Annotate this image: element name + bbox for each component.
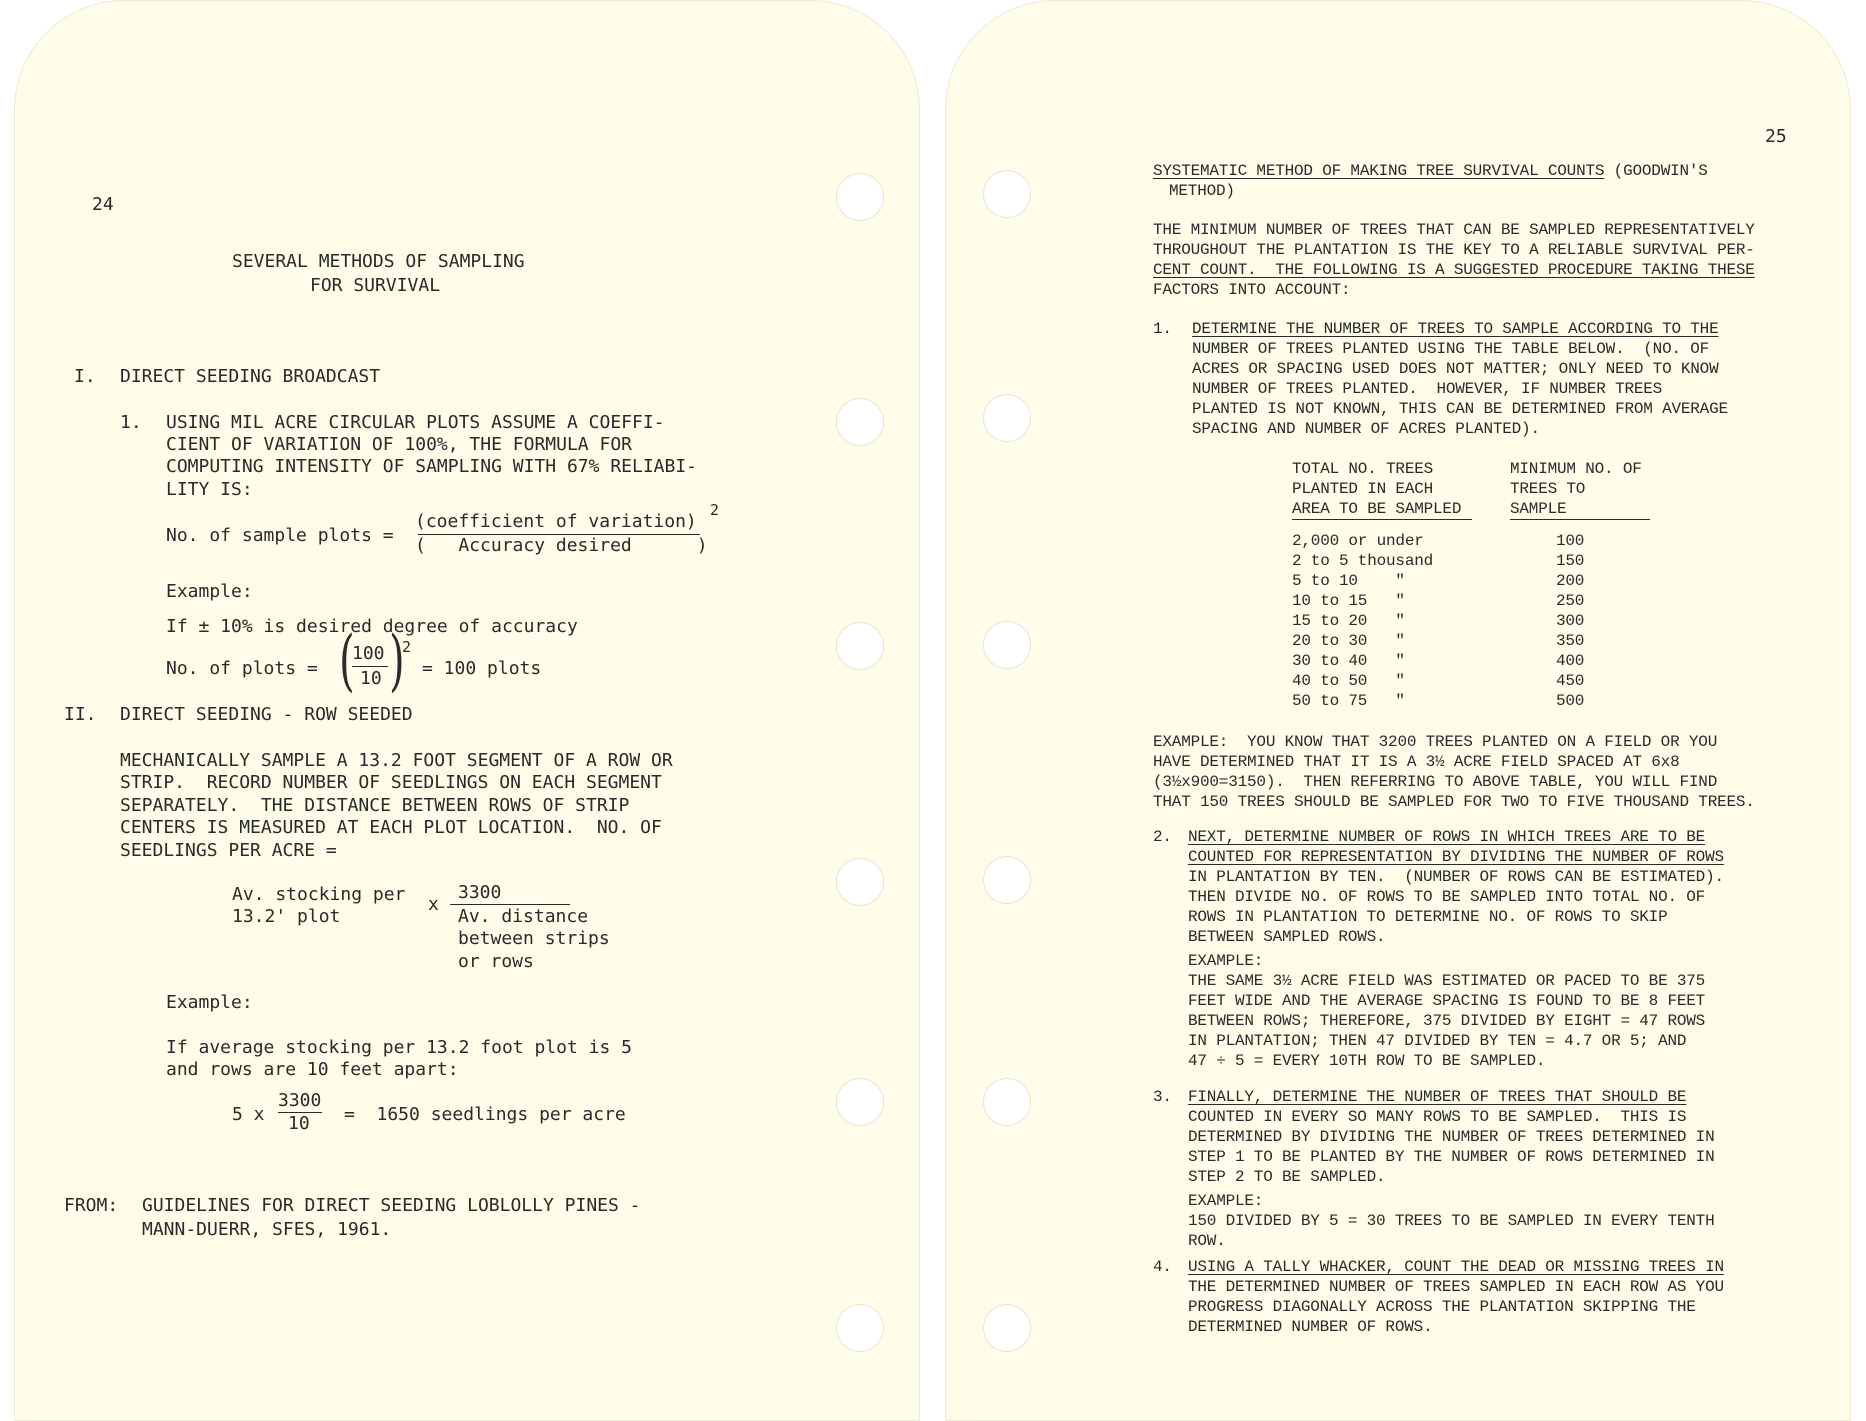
binder-hole: [983, 394, 1031, 442]
paragraph-line: CENT COUNT. THE FOLLOWING IS A SUGGESTED PROCEDURE TAKING THESE: [1153, 261, 1755, 279]
formula-numerator: 3300: [458, 882, 502, 903]
table-cell: 200: [1556, 572, 1585, 590]
paragraph-line: STRIP. RECORD NUMBER OF SEEDLINGS ON EACH SEGMENT: [120, 772, 662, 793]
heading-rest: (GOODWIN'S: [1604, 162, 1708, 180]
paragraph-line: USING A TALLY WHACKER, COUNT THE DEAD OR MISSING TREES IN: [1188, 1258, 1724, 1276]
formula-lhs: 13.2' plot: [232, 906, 341, 927]
formula-numerator: (coefficient of variation): [415, 511, 697, 532]
formula-lhs: 5 x: [232, 1104, 265, 1125]
paragraph-line: (3½x900=3150). THEN REFERRING TO ABOVE TABLE, YOU WILL FIND: [1153, 773, 1718, 791]
example-label: EXAMPLE:: [1188, 952, 1264, 970]
paragraph-line: SEPARATELY. THE DISTANCE BETWEEN ROWS OF STRIP: [120, 795, 630, 816]
paragraph-line: IN PLANTATION BY TEN. (NUMBER OF ROWS CAN BE ESTIMATED).: [1188, 868, 1724, 886]
page-title: FOR SURVIVAL: [310, 275, 441, 296]
formula-denominator: 10: [360, 668, 382, 689]
paragraph-line: FINALLY, DETERMINE THE NUMBER OF TREES THAT SHOULD BE: [1188, 1088, 1687, 1106]
fraction-bar: [352, 666, 388, 667]
example-text: If average stocking per 13.2 foot plot is 5: [166, 1037, 632, 1058]
section-heading: METHOD): [1169, 182, 1235, 200]
page-number: 24: [92, 194, 114, 215]
formula-operator: x: [428, 894, 439, 915]
source-citation: GUIDELINES FOR DIRECT SEEDING LOBLOLLY PINES -: [142, 1195, 641, 1216]
left-page: [14, 0, 920, 1421]
paragraph-line: THE DETERMINED NUMBER OF TREES SAMPLED IN EACH ROW AS YOU: [1188, 1278, 1724, 1296]
right-paren: ): [389, 622, 405, 699]
paragraph-line: NUMBER OF TREES PLANTED USING THE TABLE BELOW. (NO. OF: [1192, 340, 1710, 358]
binder-hole: [983, 856, 1031, 904]
paragraph-line: 150 DIVIDED BY 5 = 30 TREES TO BE SAMPLED IN EVERY TENTH: [1188, 1212, 1715, 1230]
formula-exponent: 2: [710, 501, 720, 519]
paragraph-line: 47 ÷ 5 = EVERY 10TH ROW TO BE SAMPLED.: [1188, 1052, 1546, 1070]
page-title: SEVERAL METHODS OF SAMPLING: [232, 251, 525, 272]
left-paren: (: [339, 622, 355, 699]
paragraph-line: STEP 2 TO BE SAMPLED.: [1188, 1168, 1386, 1186]
formula-denominator: Av. distance: [458, 906, 589, 927]
table-cell: 30 to 40 ": [1292, 652, 1405, 670]
source-label: FROM:: [64, 1195, 119, 1216]
table-header: MINIMUM NO. OF: [1510, 460, 1642, 478]
page-number: 25: [1765, 126, 1787, 147]
binder-hole: [836, 858, 884, 906]
binder-hole: [836, 398, 884, 446]
paragraph-line: FACTORS INTO ACCOUNT:: [1153, 281, 1351, 299]
section-number: I.: [74, 366, 96, 387]
binder-hole: [836, 622, 884, 670]
table-cell: 100: [1556, 532, 1585, 550]
table-cell: 300: [1556, 612, 1585, 630]
table-cell: 5 to 10 ": [1292, 572, 1405, 590]
paragraph-line: STEP 1 TO BE PLANTED BY THE NUMBER OF ROWS DETERMINED IN: [1188, 1148, 1715, 1166]
paragraph-line: USING MIL ACRE CIRCULAR PLOTS ASSUME A COEFFI-: [166, 412, 665, 433]
paragraph-line: HAVE DETERMINED THAT IT IS A 3½ ACRE FIELD SPACED AT 6x8: [1153, 753, 1680, 771]
table-cell: 15 to 20 ": [1292, 612, 1405, 630]
paragraph-line: THAT 150 TREES SHOULD BE SAMPLED FOR TWO TO FIVE THOUSAND TREES.: [1153, 793, 1755, 811]
table-header-rule: [1510, 519, 1650, 520]
paragraph-line: BETWEEN SAMPLED ROWS.: [1188, 928, 1386, 946]
heading-underlined: SYSTEMATIC METHOD OF MAKING TREE SURVIVAL COUNTS: [1153, 162, 1605, 180]
section-heading: [1153, 163, 1708, 179]
example-label: Example:: [166, 581, 253, 602]
paragraph-line: THEN DIVIDE NO. OF ROWS TO BE SAMPLED INTO TOTAL NO. OF: [1188, 888, 1706, 906]
table-header: SAMPLE: [1510, 500, 1567, 518]
formula-result: = 100 plots: [422, 658, 542, 679]
section-heading: DIRECT SEEDING BROADCAST: [120, 366, 381, 387]
paragraph-line: NUMBER OF TREES PLANTED. HOWEVER, IF NUMBER TREES: [1192, 380, 1663, 398]
binder-hole: [836, 1078, 884, 1126]
paragraph-line: BETWEEN ROWS; THEREFORE, 375 DIVIDED BY EIGHT = 47 ROWS: [1188, 1012, 1706, 1030]
table-header: AREA TO BE SAMPLED: [1292, 500, 1462, 518]
right-page: [945, 0, 1851, 1421]
paragraph-line: ACRES OR SPACING USED DOES NOT MATTER; ONLY NEED TO KNOW: [1192, 360, 1719, 378]
formula-denominator: or rows: [458, 951, 534, 972]
formula-numerator: 100: [352, 643, 385, 664]
formula-denominator: between strips: [458, 928, 610, 949]
binder-hole: [983, 1304, 1031, 1352]
binder-hole: [983, 621, 1031, 669]
list-item-number: 2.: [1153, 828, 1172, 846]
paragraph-line: EXAMPLE: YOU KNOW THAT 3200 TREES PLANTED ON A FIELD OR YOU: [1153, 733, 1718, 751]
example-text: If ± 10% is desired degree of accuracy: [166, 616, 578, 637]
binder-hole: [836, 1304, 884, 1352]
formula-numerator: 3300: [278, 1090, 322, 1111]
paragraph-line: ROWS IN PLANTATION TO DETERMINE NO. OF ROWS TO SKIP: [1188, 908, 1668, 926]
formula-lhs: Av. stocking per: [232, 884, 406, 905]
paragraph-line: SEEDLINGS PER ACRE =: [120, 840, 337, 861]
paragraph-line: PLANTED IS NOT KNOWN, THIS CAN BE DETERMINED FROM AVERAGE: [1192, 400, 1728, 418]
table-header: PLANTED IN EACH: [1292, 480, 1434, 498]
table-cell: 500: [1556, 692, 1585, 710]
table-cell: 350: [1556, 632, 1585, 650]
paragraph-line: PROGRESS DIAGONALLY ACROSS THE PLANTATION SKIPPING THE: [1188, 1298, 1696, 1316]
table-cell: 10 to 15 ": [1292, 592, 1405, 610]
paragraph-line: THE MINIMUM NUMBER OF TREES THAT CAN BE SAMPLED REPRESENTATIVELY: [1153, 221, 1755, 239]
table-cell: 20 to 30 ": [1292, 632, 1405, 650]
formula-denominator: ( Accuracy desired ): [415, 535, 708, 556]
table-header: TREES TO: [1510, 480, 1586, 498]
table-cell: 150: [1556, 552, 1585, 570]
table-cell: 40 to 50 ": [1292, 672, 1405, 690]
table-cell: 2 to 5 thousand: [1292, 552, 1434, 570]
paragraph-line: ROW.: [1188, 1232, 1226, 1250]
list-item-number: 1.: [120, 412, 142, 433]
example-label: Example:: [166, 992, 253, 1013]
paragraph-line: THE SAME 3½ ACRE FIELD WAS ESTIMATED OR PACED TO BE 375: [1188, 972, 1706, 990]
paragraph-line: SPACING AND NUMBER OF ACRES PLANTED).: [1192, 420, 1540, 438]
formula-lhs: No. of plots =: [166, 658, 318, 679]
paragraph-line: THROUGHOUT THE PLANTATION IS THE KEY TO A RELIABLE SURVIVAL PER-: [1153, 241, 1755, 259]
example-label: EXAMPLE:: [1188, 1192, 1264, 1210]
formula-lhs: No. of sample plots =: [166, 525, 394, 546]
section-heading: DIRECT SEEDING - ROW SEEDED: [120, 704, 413, 725]
table-header: TOTAL NO. TREES: [1292, 460, 1434, 478]
paragraph-line: COUNTED FOR REPRESENTATION BY DIVIDING THE NUMBER OF ROWS: [1188, 848, 1724, 866]
paragraph-line: CIENT OF VARIATION OF 100%, THE FORMULA FOR: [166, 434, 632, 455]
source-citation: MANN-DUERR, SFES, 1961.: [142, 1219, 392, 1240]
paragraph-line: CENTERS IS MEASURED AT EACH PLOT LOCATION. NO. OF: [120, 817, 662, 838]
paragraph-line: MECHANICALLY SAMPLE A 13.2 FOOT SEGMENT OF A ROW OR: [120, 750, 673, 771]
paragraph-line: NEXT, DETERMINE NUMBER OF ROWS IN WHICH TREES ARE TO BE: [1188, 828, 1706, 846]
table-header-rule: [1292, 519, 1472, 520]
paragraph-line: DETERMINE THE NUMBER OF TREES TO SAMPLE ACCORDING TO THE: [1192, 320, 1719, 338]
formula-exponent: 2: [402, 638, 412, 656]
paragraph-line: DETERMINED NUMBER OF ROWS.: [1188, 1318, 1433, 1336]
table-cell: 400: [1556, 652, 1585, 670]
table-cell: 2,000 or under: [1292, 532, 1424, 550]
table-cell: 450: [1556, 672, 1585, 690]
table-cell: 250: [1556, 592, 1585, 610]
example-text: and rows are 10 feet apart:: [166, 1059, 459, 1080]
formula-result: = 1650 seedlings per acre: [344, 1104, 626, 1125]
table-cell: 50 to 75 ": [1292, 692, 1405, 710]
formula-denominator: 10: [288, 1113, 310, 1134]
list-item-number: 4.: [1153, 1258, 1172, 1276]
binder-hole: [983, 170, 1031, 218]
section-number: II.: [64, 704, 97, 725]
list-item-number: 1.: [1153, 320, 1172, 338]
binder-hole: [836, 173, 884, 221]
fraction-bar: [450, 904, 570, 905]
paragraph-line: COUNTED IN EVERY SO MANY ROWS TO BE SAMPLED. THIS IS: [1188, 1108, 1687, 1126]
paragraph-line: FEET WIDE AND THE AVERAGE SPACING IS FOUND TO BE 8 FEET: [1188, 992, 1706, 1010]
paragraph-line: LITY IS:: [166, 479, 253, 500]
paragraph-line: IN PLANTATION; THEN 47 DIVIDED BY TEN = 4.7 OR 5; AND: [1188, 1032, 1687, 1050]
list-item-number: 3.: [1153, 1088, 1172, 1106]
paragraph-line: DETERMINED BY DIVIDING THE NUMBER OF TREES DETERMINED IN: [1188, 1128, 1715, 1146]
binder-hole: [983, 1078, 1031, 1126]
paragraph-line: COMPUTING INTENSITY OF SAMPLING WITH 67% RELIABI-: [166, 456, 698, 477]
